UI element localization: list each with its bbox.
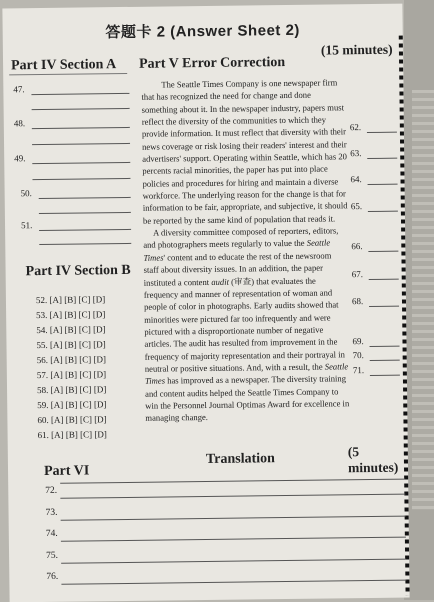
answer-line-50[interactable] xyxy=(39,197,131,199)
choice-row[interactable]: 59. [A] [B] [C] [D] xyxy=(37,399,107,411)
translation-number: 74. xyxy=(45,528,58,539)
part5-title: Part V Error Correction xyxy=(138,55,286,72)
passage-paragraph-1: The Seattle Times Company is one newspaper firm that has recognized the need for change and done something about it. In the newspaper industry, papers must reflect the diversity of the communities to which they provide information. It must reflect that diversity with their news coverage or risk losing their readers' interest and their advertisers' support. Operating within Seattle, which has 20 percents racial minorities, the paper has put into place policies and procedures for hiring and maintain a diverse workforce. The underlying reason for the change is that for information to be fair, appropriate, and subjective, it should be reported by the same kind of population that reads it. xyxy=(141,77,348,226)
answer-line-51[interactable] xyxy=(39,229,131,231)
answer-number: 64. xyxy=(350,174,362,185)
answer-line-51b[interactable] xyxy=(39,243,131,245)
item-number: 49. xyxy=(14,153,26,164)
choice-row[interactable]: 55. [A] [B] [C] [D] xyxy=(36,339,106,351)
answer-line-71[interactable] xyxy=(370,375,400,376)
answer-number: 62. xyxy=(349,122,362,133)
answer-line-68[interactable] xyxy=(369,306,399,307)
translation-line-76[interactable] xyxy=(61,580,406,585)
translation-number: 75. xyxy=(46,550,59,561)
translation-line-74[interactable] xyxy=(61,537,406,542)
translation-line-72-top[interactable] xyxy=(60,479,405,484)
item-number: 48. xyxy=(13,118,26,129)
answer-line-67[interactable] xyxy=(369,279,399,280)
translation-line-72[interactable] xyxy=(60,494,405,499)
answer-sheet xyxy=(2,4,409,602)
answer-line-49[interactable] xyxy=(32,162,130,164)
answer-number: 65. xyxy=(350,201,363,212)
passage xyxy=(141,76,350,424)
answer-number: 66. xyxy=(351,241,363,252)
item-number: 50. xyxy=(20,188,32,199)
answer-number: 71. xyxy=(352,365,365,376)
part4a-title: Part IV Section A xyxy=(10,57,117,74)
answer-line-66[interactable] xyxy=(368,251,398,252)
choice-row[interactable]: 53. [A] [B] [C] [D] xyxy=(36,309,106,321)
answer-number: 69. xyxy=(352,336,364,347)
choice-row[interactable]: 56. [A] [B] [C] [D] xyxy=(36,354,106,366)
choice-row[interactable]: 52. [A] [B] [C] [D] xyxy=(35,294,106,306)
answer-line-48b[interactable] xyxy=(32,143,130,145)
choice-row[interactable]: 60. [A] [B] [C] [D] xyxy=(37,414,107,426)
choice-row[interactable]: 58. [A] [B] [C] [D] xyxy=(36,384,107,396)
answer-line-47[interactable] xyxy=(31,93,129,95)
part6-title: Part VI xyxy=(43,463,90,479)
part4b-title: Part IV Section B xyxy=(25,262,131,280)
section-divider xyxy=(9,73,127,75)
choice-row[interactable]: 57. [A] [B] [C] [D] xyxy=(36,369,107,381)
part5-time: (15 minutes) xyxy=(320,41,393,58)
answer-line-64[interactable] xyxy=(368,184,398,185)
answer-line-70[interactable] xyxy=(370,360,400,361)
translation-line-75[interactable] xyxy=(61,559,406,564)
item-number: 47. xyxy=(13,84,25,95)
answer-line-49b[interactable] xyxy=(32,178,130,180)
translation-number: 72. xyxy=(45,485,58,496)
choice-row[interactable]: 54. [A] [B] [C] [D] xyxy=(36,324,106,336)
answer-number: 67. xyxy=(351,269,363,280)
answer-line-47b[interactable] xyxy=(32,108,130,110)
translation-line-73[interactable] xyxy=(61,516,406,521)
answer-line-63[interactable] xyxy=(367,158,397,159)
part6-heading: Translation xyxy=(205,451,275,468)
part6-time: (5 minutes) xyxy=(347,444,399,476)
answer-number: 70. xyxy=(352,350,364,361)
translation-number: 76. xyxy=(46,571,59,582)
answer-line-62[interactable] xyxy=(367,132,397,133)
item-number: 51. xyxy=(20,220,33,231)
answer-number: 68. xyxy=(351,296,364,307)
answer-line-48[interactable] xyxy=(32,127,130,129)
answer-line-69[interactable] xyxy=(370,346,400,347)
choice-row[interactable]: 61. [A] [B] [C] [D] xyxy=(37,429,107,441)
answer-line-65[interactable] xyxy=(368,211,398,212)
passage-paragraph-2: A diversity committee composed of reporters, editors, and photographers meets regularly to value the Seattle Times' content and to educate the rest of the newsroom staff about diversity issues. In an addition, the paper instituted a content audit (审查) that evaluates the frequency and manner of representation of woman and people of color in photographs. Early audits showed that minorities were pictured far too infrequently and were pictured with a disproportionate number of negative articles. The audit has resulted from improvement in the frequency of majority representation and their portrayal in neutral or positive situations. And, with a result, the Seattle Times has improved as a newspaper. The diversity training and content audits helped the Seattle Times Company to win the Personnel Journal Optimas Award for excellence in managing change. xyxy=(143,225,350,424)
answer-line-50b[interactable] xyxy=(39,212,131,214)
sheet-title: 答题卡 2 (Answer Sheet 2) xyxy=(105,21,300,42)
translation-number: 73. xyxy=(45,507,58,518)
answer-number: 63. xyxy=(350,148,362,159)
